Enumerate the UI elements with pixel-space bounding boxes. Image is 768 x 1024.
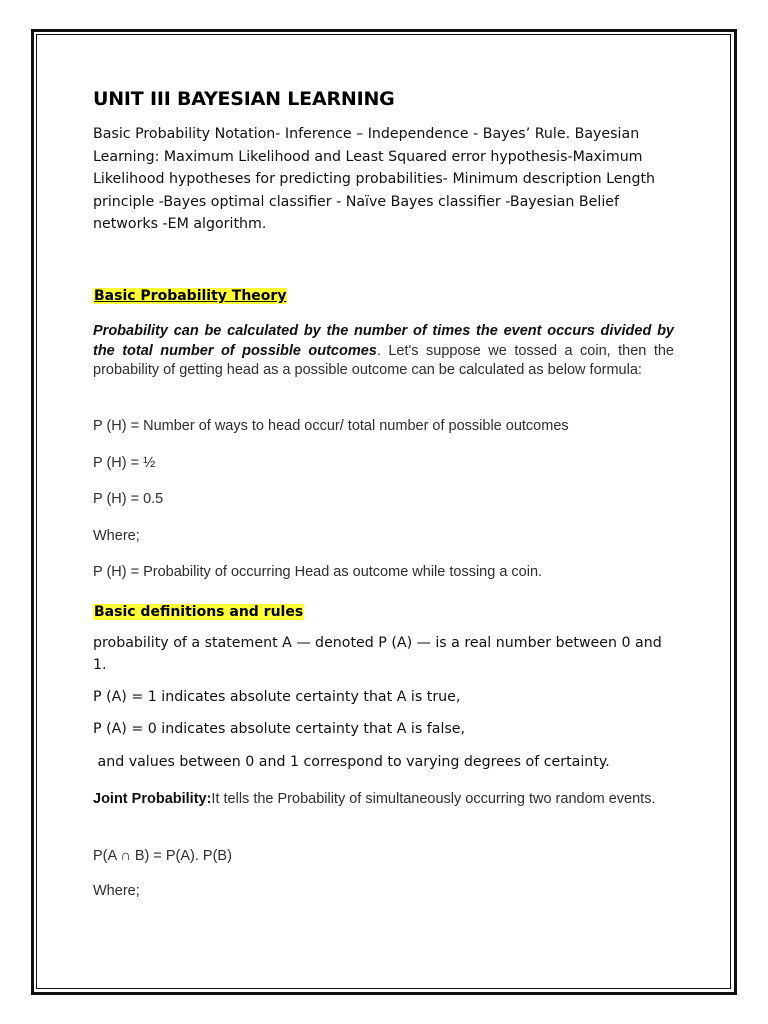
probability-definition-paragraph [93,322,674,381]
definition-degrees-certainty: and values between 0 and 1 correspond to varying degrees of certainty. [93,754,610,770]
definition-certain-true: P (A) = 1 indicates absolute certainty that A is true, [93,689,461,705]
probability-definition-bold: Probability can be calculated by the number of times the event occurs divided by the total number of possible outcomes [93,323,674,359]
joint-probability-label: Joint Probability: [93,791,212,807]
unit-syllabus: Basic Probability Notation- Inference – Independence - Bayes’ Rule. Bayesian Learning: Maximum Likelihood and Least Squared error hypothesis-Maximum Likelihood hypotheses for predicting probabilities- Minimum description Length principle -Bayes optimal classifier - Naïve Bayes classifier -Bayesian Belief networks -EM algorithm. [93,126,656,232]
definition-probability-range: probability of a statement A — denoted P (A) — is a real number between 0 and 1. [93,635,662,673]
formula-ways-to-head: P (H) = Number of ways to head occur/ total number of possible outcomes [93,418,569,434]
joint-probability-text: It tells the Probability of simultaneously occurring two random events. [211,791,656,807]
where-label-2: Where; [93,883,140,899]
definition-certain-false: P (A) = 0 indicates absolute certainty that A is false, [93,721,466,737]
formula-decimal: P (H) = 0.5 [93,491,164,507]
probability-definition-rest: . Let's suppose we tossed a coin, then the probability of getting head as a possible outcome can be calculated as below formula: [93,342,674,379]
heading-basic-probability-theory [93,285,287,304]
joint-probability-formula: P(A ∩ B) = P(A). P(B) [93,848,232,864]
formula-half: P (H) = ½ [93,455,156,471]
where-label: Where; [93,528,140,544]
definition-p-h: P (H) = Probability of occurring Head as outcome while tossing a coin. [93,564,543,580]
heading-basic-definitions-text: Basic definitions and rules [94,604,304,620]
heading-basic-definitions [93,601,304,620]
heading-basic-probability-theory-text: Basic Probability Theory [94,288,287,304]
page-title: UNIT III BAYESIAN LEARNING [93,88,395,110]
joint-probability-paragraph [93,790,674,810]
document-body [93,88,674,899]
